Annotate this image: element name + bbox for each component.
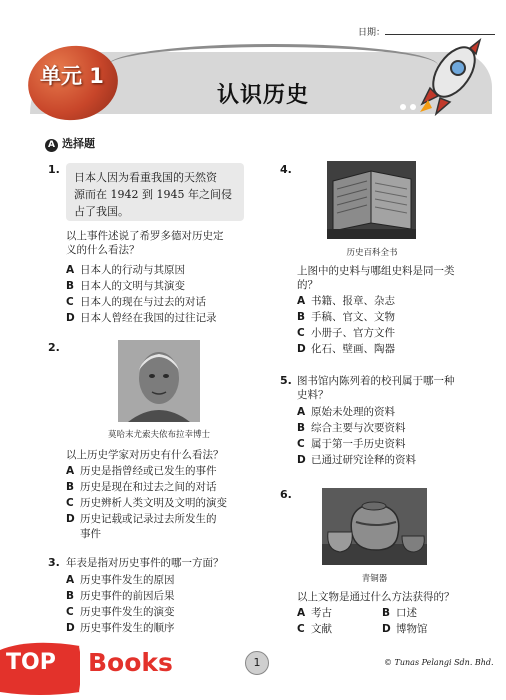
q1-option-b[interactable] bbox=[66, 279, 185, 293]
q6-option-c[interactable] bbox=[297, 622, 332, 636]
q5-option-b[interactable] bbox=[297, 421, 406, 435]
logo-books-text: Books bbox=[88, 648, 173, 677]
option-text: 书籍、报章、杂志 bbox=[311, 295, 395, 307]
option-text: 综合主要与次要资料 bbox=[311, 422, 406, 434]
option-text: 考古 bbox=[311, 607, 332, 619]
option-text: 已通过研究诠释的资料 bbox=[311, 454, 416, 466]
q6-option-d[interactable] bbox=[382, 622, 428, 636]
q6-option-b[interactable] bbox=[382, 606, 417, 620]
option-letter: D bbox=[297, 454, 306, 466]
q3-option-a[interactable] bbox=[66, 573, 175, 587]
q3-option-c[interactable] bbox=[66, 605, 175, 619]
q6-stem: 以上文物是通过什么方法获得的？ bbox=[297, 591, 455, 603]
q1-number: 1. bbox=[48, 163, 60, 176]
option-text: 手稿、官文、文物 bbox=[311, 311, 395, 323]
page-title: 认识历史 bbox=[217, 83, 310, 108]
q5-number: 5. bbox=[280, 374, 292, 387]
option-text: 口述 bbox=[396, 607, 417, 619]
option-text: 原始未处理的资料 bbox=[311, 406, 395, 418]
option-letter: A bbox=[297, 406, 306, 418]
copyright-text: © Tunas Pelangi Sdn. Bhd. bbox=[384, 658, 494, 667]
banner-dots bbox=[400, 95, 420, 114]
q6-number: 6. bbox=[280, 488, 292, 501]
unit-label: 单元 1 bbox=[40, 64, 104, 88]
date-line bbox=[385, 34, 495, 35]
option-text: 历史事件发生的原因 bbox=[80, 574, 175, 586]
q4-option-d[interactable] bbox=[297, 342, 395, 356]
option-text: 日本人的行动与其原因 bbox=[80, 264, 185, 276]
option-letter: C bbox=[297, 438, 305, 450]
option-text: 历史事件发生的演变 bbox=[80, 606, 175, 618]
q1-source-box bbox=[66, 163, 244, 221]
q4-stem-line: 上图中的史料与哪组史料是同一类 bbox=[297, 265, 455, 277]
q5-option-c[interactable] bbox=[297, 437, 406, 451]
q4-caption: 历史百科全书 bbox=[346, 248, 398, 258]
option-letter: A bbox=[297, 295, 306, 307]
section-heading bbox=[45, 135, 95, 152]
q4-stem bbox=[297, 264, 455, 292]
option-letter: D bbox=[382, 623, 391, 635]
date-label: 日期： bbox=[358, 28, 386, 38]
q5-stem bbox=[297, 374, 455, 402]
option-letter: B bbox=[297, 422, 306, 434]
option-letter: A bbox=[66, 264, 75, 276]
option-letter: A bbox=[66, 574, 75, 586]
option-letter: B bbox=[66, 481, 75, 493]
option-text: 日本人的文明与其演变 bbox=[80, 280, 185, 292]
option-text: 历史是指曾经或已发生的事件 bbox=[80, 465, 217, 477]
q1-option-c[interactable] bbox=[66, 295, 206, 309]
q5-stem-line: 史料？ bbox=[297, 389, 329, 401]
q1-box-line: 日本人因为看重我国的天然资 bbox=[74, 171, 217, 184]
q1-option-a[interactable] bbox=[66, 263, 185, 277]
option-letter: C bbox=[297, 623, 305, 635]
q6-option-a[interactable] bbox=[297, 606, 332, 620]
q4-option-a[interactable] bbox=[297, 294, 395, 308]
option-text: 历史是现在和过去之间的对话 bbox=[80, 481, 217, 493]
q5-option-d[interactable] bbox=[297, 453, 416, 467]
q1-stem-line: 以上事件述说了希罗多德对历史定 bbox=[66, 230, 224, 242]
option-text: 文献 bbox=[311, 623, 332, 635]
section-badge: A bbox=[45, 139, 58, 152]
rocket-icon bbox=[418, 38, 488, 118]
option-text: 历史事件发生的顺序 bbox=[80, 622, 175, 634]
option-letter: D bbox=[66, 513, 75, 525]
option-text: 属于第一手历史资料 bbox=[311, 438, 406, 450]
q2-number: 2. bbox=[48, 341, 60, 354]
q1-stem bbox=[66, 229, 224, 257]
option-letter: C bbox=[66, 606, 74, 618]
option-text: 历史辨析人类文明及文明的演变 bbox=[80, 497, 227, 509]
q4-option-b[interactable] bbox=[297, 310, 395, 324]
q3-option-b[interactable] bbox=[66, 589, 175, 603]
q4-option-c[interactable] bbox=[297, 326, 395, 340]
q3-option-d[interactable] bbox=[66, 621, 175, 635]
q2-option-d[interactable] bbox=[66, 512, 217, 526]
option-letter: D bbox=[66, 312, 75, 324]
q2-option-d-continued: 事件 bbox=[80, 528, 101, 540]
q5-option-a[interactable] bbox=[297, 405, 395, 419]
option-letter: D bbox=[66, 622, 75, 634]
bronzeware-photo bbox=[322, 488, 427, 565]
option-text: 日本人的现在与过去的对话 bbox=[80, 296, 206, 308]
option-text: 日本人曾经在我国的过往记录 bbox=[80, 312, 217, 324]
q2-caption: 莫哈末尤索夫依布拉幸博士 bbox=[107, 430, 210, 440]
q5-stem-line: 图书馆内陈列着的校刊属于哪一种 bbox=[297, 375, 455, 387]
option-letter: C bbox=[66, 296, 74, 308]
q1-stem-line: 义的什么看法？ bbox=[66, 244, 140, 256]
option-letter: C bbox=[297, 327, 305, 339]
option-letter: B bbox=[66, 590, 75, 602]
q6-caption: 青铜器 bbox=[361, 574, 388, 584]
option-text: 小册子、官方文件 bbox=[311, 327, 395, 339]
option-letter: D bbox=[297, 343, 306, 355]
q1-box-line: 占了我国。 bbox=[74, 205, 129, 218]
historian-portrait bbox=[118, 340, 200, 422]
q1-option-d[interactable] bbox=[66, 311, 217, 325]
option-letter: B bbox=[382, 607, 391, 619]
q1-box-line: 源而在 1942 到 1945 年之间侵 bbox=[74, 188, 232, 201]
q2-option-c[interactable] bbox=[66, 496, 227, 510]
q4-number: 4. bbox=[280, 163, 292, 176]
option-text: 历史记载或记录过去所发生的 bbox=[80, 513, 217, 525]
option-letter: B bbox=[66, 280, 75, 292]
page-number: 1 bbox=[245, 651, 269, 675]
q3-stem: 年表是指对历史事件的哪一方面？ bbox=[66, 557, 224, 569]
option-text: 化石、壁画、陶器 bbox=[311, 343, 395, 355]
option-letter: A bbox=[297, 607, 306, 619]
option-letter: B bbox=[297, 311, 306, 323]
option-letter: A bbox=[66, 465, 75, 477]
q4-stem-line: 的？ bbox=[297, 279, 318, 291]
q2-option-a[interactable] bbox=[66, 464, 217, 478]
q2-option-b[interactable] bbox=[66, 480, 217, 494]
logo-top-text: TOP bbox=[6, 650, 56, 675]
option-text: 博物馆 bbox=[396, 623, 428, 635]
section-title: 选择题 bbox=[62, 137, 95, 150]
option-text: 历史事件的前因后果 bbox=[80, 590, 175, 602]
option-letter: C bbox=[66, 497, 74, 509]
q2-stem: 以上历史学家对历史有什么看法？ bbox=[66, 449, 224, 461]
encyclopedia-photo bbox=[327, 161, 416, 239]
q3-number: 3. bbox=[48, 556, 60, 569]
